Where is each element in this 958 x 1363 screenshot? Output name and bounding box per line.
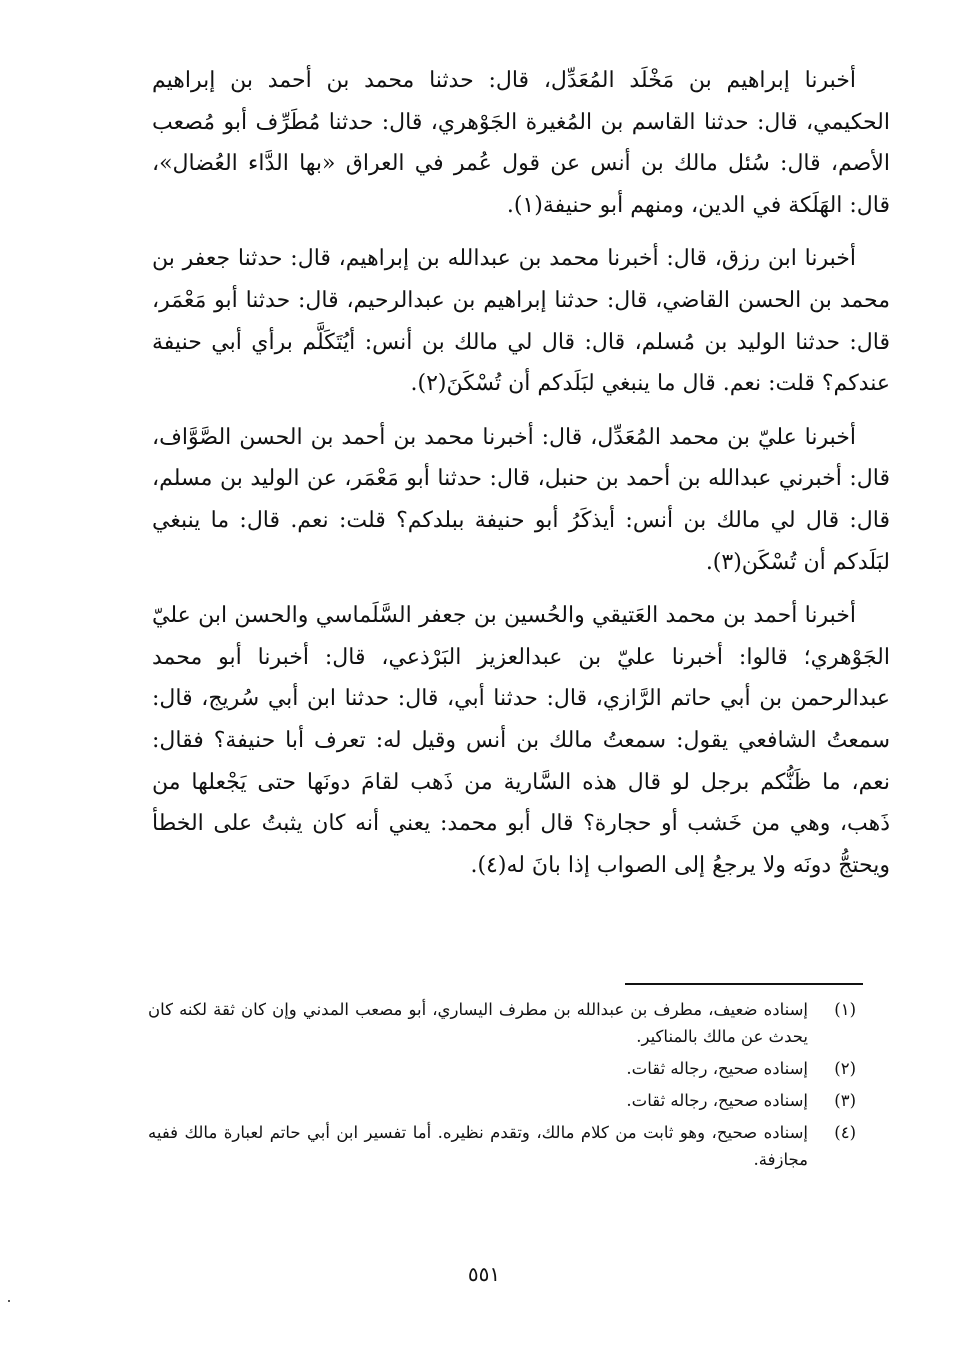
paragraph-2: أخبرنا ابن رزق، قال: أخبرنا محمد بن عبدالله بن إبراهيم، قال: حدثنا جعفر بن محمد بن الحسن القاضي، قال: حدثنا إبراهيم بن عبدالرحيم، قال: حدثنا أبو مَعْمَر، قال: حدثنا الوليد بن مُسلم، قال: قال لي مالك بن أنس: أيُتَكَلَّم برأي أبي حنيفة عندكم؟ قلت: نعم. قال ما ينبغي لبَلَدكم أن تُسْكَنَ(٢). [152, 246, 890, 397]
footnote-separator [625, 983, 863, 985]
footnote-text: إسناده ضعيف، مطرف بن عبدالله بن مطرف اليساري، أبو مصعب المدني وإن كان ثقة لكنه كان يحدث عن مالك بالمناكير. [148, 1000, 808, 1046]
footnote-1 [148, 996, 856, 1050]
footnote-text: إسناده صحيح، رجاله ثقات. [626, 1059, 808, 1078]
footnote-number: (١) [834, 1000, 856, 1019]
page-number: ٥٥١ [467, 1262, 501, 1286]
footnote-text: إسناده صحيح، رجاله ثقات. [626, 1091, 808, 1110]
footnote-number: (٣) [834, 1091, 856, 1110]
main-text [152, 60, 890, 886]
paragraph-4: أخبرنا أحمد بن محمد العَتيقي والحُسين بن جعفر السَّلَماسي والحسن ابن عليّ الجَوْهري؛ قالوا: أخبرنا عليّ بن عبدالعزيز البَرْذعي، قال: أخبرنا أبو محمد عبدالرحمن بن أبي حاتم الرَّازي، قال: حدثنا أبي، قال: حدثنا ابن أبي سُريج، قال: سمعتُ الشافعي يقول: سمعتُ مالك بن أنس وقيل له: تعرف أبا حنيفة؟ فقال: نعم، ما ظَنُّكم برجل لو قال هذه السَّارية من ذَهب لقامَ دونَها حتى يَجْعلها من ذَهب، وهي من خَشب أو حجارة؟ قال أبو محمد: يعني أنه كان يثبتُ على الخطأ ويحتجُّ دونَه ولا يرجعُ إلى الصواب إذا بانَ له(٤). [152, 603, 890, 878]
scan-speck [8, 1300, 10, 1302]
paragraph-3: أخبرنا عليّ بن محمد المُعَدِّل، قال: أخبرنا محمد بن أحمد بن الحسن الصَّوَّاف، قال: أخبرني عبدالله بن أحمد بن حنبل، قال: حدثنا أبو مَعْمَر، عن الوليد بن مسلم، قال: قال لي مالك بن أنس: أيذكَرُ أبو حنيفة ببلدكم؟ قلت: نعم. قال: ما ينبغي لبَلَدكم أن تُسْكَن(٣). [152, 424, 890, 575]
footnote-number: (٤) [834, 1123, 856, 1142]
paragraph-1: أخبرنا إبراهيم بن مَخْلَد المُعَدِّل، قال: حدثنا محمد بن أحمد بن إبراهيم الحكيمي، قال: حدثنا القاسم بن المُغيرة الجَوْهري، قال: حدثنا مُطَرِّف أبو مُصعب الأصم، قال: سُئل مالك بن أنس عن قول عُمر في العراق «بها الدَّاء العُضال»، قال: الهَلَكة في الدين، ومنهم أبو حنيفة(١). [152, 68, 890, 218]
footnote-2 [148, 1055, 856, 1082]
footnote-text: إسناده صحيح، وهو ثابت من كلام مالك، وتقدم نظيره. أما تفسير ابن أبي حاتم لعبارة مالك ففيه مجازفة. [148, 1123, 808, 1169]
footnote-3 [148, 1087, 856, 1114]
footnotes [148, 996, 856, 1178]
footnote-number: (٢) [834, 1059, 856, 1078]
footnote-4 [148, 1119, 856, 1173]
